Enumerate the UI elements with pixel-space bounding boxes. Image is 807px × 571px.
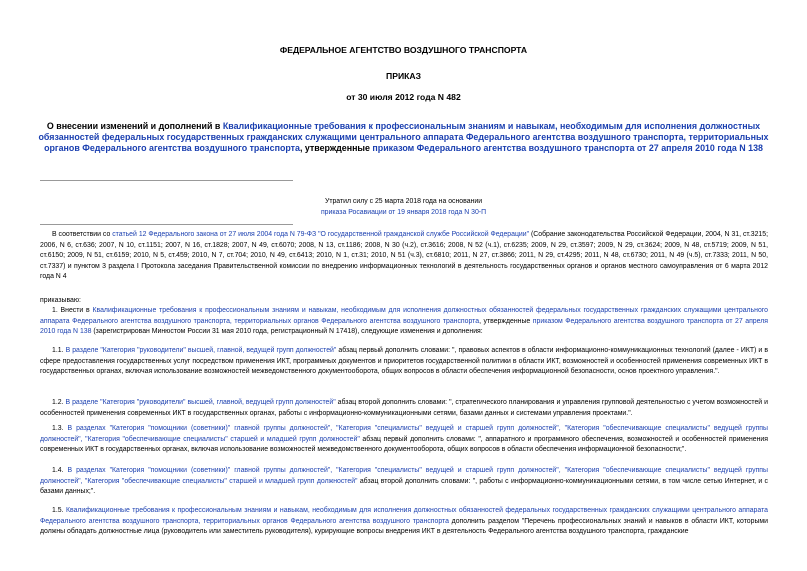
item-1-3-text: абзац первый дополнить словами: ", аппаратного и программного обеспечения, возможностей и особенностей применения современных ИКТ в государственных органах, включая использование возможностей межведомственного документооборота, общих вопросов в области обеспечения информационной безопасности;". — [40, 435, 769, 453]
item-1-3-section-link[interactable]: В разделах "Категория "помощники (советники)" главной группы должностей", "Категория "специалисты" ведущей и старшей групп должностей", "Категория "обеспечивающие специалисты" ведущей группы должностей", "Категория "обеспечивающие специалисты" старшей и младшей групп должностей" — [40, 425, 768, 443]
title-link-requirements[interactable]: Квалификационные требования к профессиональным знаниям и навыкам, необходимым для исполнения должностных обязанностей федеральных государственных гражданских служащими центрального аппарата Федерального агентства воздушного транспорта, территориальных органов Федерального агентства воздушного транспорта — [38, 121, 769, 154]
paragraph-item-1 — [40, 306, 768, 338]
item-1-5-requirements-link[interactable]: Квалификационные требования к профессиональным знаниям и навыкам, необходимым для исполнения должностных обязанностей федеральных государственных гражданских служащими центрального аппарата Федерального агентства воздушного транспорта, территориальных органов Федерального агентства воздушного транспорта — [40, 507, 768, 525]
repeal-note — [160, 197, 647, 218]
divider-bottom — [40, 224, 293, 225]
document-title — [30, 121, 777, 155]
item-1-text-2: , утвержденные — [479, 317, 533, 325]
item-1-2-text: абзац второй дополнить словами: ", стратегического планирования и управления групповой деятельностью с учетом возможностей и особенностей применения современных ИКТ в государственных органах, работы с информационно-коммуникационными сетями, базами данных и системами управления проектами.". — [40, 399, 768, 417]
title-link-order[interactable]: приказом Федерального агентства воздушного транспорта от 27 апреля 2010 года N 138 — [372, 143, 763, 154]
title-middle: , утвержденные — [299, 143, 373, 154]
agency-heading: ФЕДЕРАЛЬНОЕ АГЕНТСТВО ВОЗДУШНОГО ТРАНСПОРТА — [279, 45, 528, 55]
item-1-1-section-link[interactable]: В разделе "Категория "руководители" высшей, главной, ведущей групп должностей" — [65, 347, 337, 354]
item-1-4-section-link[interactable]: В разделах "Категория "помощники (советники)" главной группы должностей", "Категория "специалисты" ведущей и старшей групп должностей", "Категория "обеспечивающие специалисты" ведущей группы должностей", "Категория "обеспечивающие специалисты" старшей и младшей групп должностей" — [40, 467, 768, 485]
paragraph-order: приказываю: — [40, 297, 81, 304]
doc-type-heading: ПРИКАЗ — [386, 71, 421, 81]
title-prefix: О внесении изменений и дополнений в — [46, 121, 223, 131]
date-number-heading: от 30 июля 2012 года N 482 — [346, 92, 461, 102]
item-1-2-num: 1.2. — [52, 399, 66, 406]
item-1-3-num: 1.3. — [52, 425, 68, 432]
preamble-text-2: (Собрание законодательства Российской Федерации, 2004, N 31, ст.3215; 2006, N 6, ст.636; 2007, N 10, ст.1151; 2007, N 16, ст.1828; 2007, N 49, ст.6070; 2008, N 13, ст.1186; 2008, N 30 (ч.2), ст.3616; 2008, N 52 (ч.1), ст.6235; 2009, N 29, ст.3597; 2009, N 29, ст.3624; 2009, N 48, ст.5719; 2009, N 51, ст.6150; 2009, N 51, ст.6159; 2010, N 5, ст.459; 2010, N 7, ст.704; 2010, N 49, ст.6413; 2010, N 1, ст.31; 2010, N 51 (ч.3), ст.6810; 2011, N 27, ст.3866; 2011, N 29, ст.4295; 2011, N 48, ст.6730; 2011, N 49 (ч.5), ст.7333; 2011, N 50, ст.7337) и пунктом 3 раздела I Протокола заседания Правительственной комиссии по внедрению информационных технологий в деятельность государственных органов и органов местного самоуправления от 6 марта 2012 года N 4 — [40, 231, 768, 280]
item-1-5-num: 1.5. — [52, 507, 66, 514]
item-1-1-num: 1.1. — [52, 347, 66, 354]
item-1-5-text: дополнить разделом "Перечень профессиональных знаний и навыков в области ИКТ, которыми должны обладать должностные лица (руководитель или заместитель руководителя), курирующие вопросы внедрения ИКТ в деятельность Федерального агентства воздушного транспорта, гражданские — [40, 517, 768, 535]
paragraph-preamble — [40, 230, 768, 283]
paragraph-item-1-1 — [40, 346, 768, 378]
divider-top — [40, 180, 293, 181]
item-1-4-num: 1.4. — [52, 467, 68, 474]
item-1-order-link[interactable]: приказом Федерального агентства воздушного транспорта от 27 апреля 2010 года N 138 — [40, 317, 768, 335]
preamble-law-link[interactable]: статьей 12 Федерального закона от 27 июля 2004 года N 79-ФЗ "О государственной гражданской службе Российской Федерации" — [112, 231, 530, 238]
repeal-note-link[interactable]: приказа Росавиации от 19 января 2018 года N 30-П — [320, 208, 487, 216]
item-1-requirements-link[interactable]: Квалификационные требования к профессиональным знаниям и навыкам, необходимым для исполнения должностных обязанностей федеральных государственных гражданских служащими центрального аппарата Федерального агентства воздушного транспорта, территориальных органов Федерального агентства воздушного транспорта — [40, 307, 768, 325]
item-1-2-section-link[interactable]: В разделе "Категория "руководители" высшей, главной, ведущей групп должностей" — [65, 399, 336, 406]
preamble-text-1: В соответствии со — [52, 231, 113, 238]
repeal-note-text: Утратил силу с 25 марта 2018 года на основании — [324, 198, 483, 205]
item-1-text-3: (зарегистрирован Минюстом России 31 мая 2010 года, регистрационный N 17418), следующие изменения и дополнения: — [91, 328, 483, 335]
item-1-text-1: 1. Внести в — [52, 307, 93, 314]
item-1-1-text: абзац первый дополнить словами: ", правовых аспектов в области информационно-коммуникационных технологий (далее - ИКТ) и в сфере предоставления государственных услуг посредством применения ИКТ, программных документов и приоритетов государственной политики в области ИКТ, возможностей и особенностей применения современных ИКТ в государственных органах, включая использование возможностей межведомственного документооборота, общих вопросов в области обеспечения информационной безопасности, основ проектного управления.". — [40, 347, 768, 375]
paragraph-item-1-4 — [40, 466, 768, 498]
paragraph-item-1-5 — [40, 506, 768, 538]
paragraph-item-1-3 — [40, 424, 768, 456]
paragraph-item-1-2 — [40, 398, 768, 419]
item-1-4-text: абзац второй дополнить словами: ", работы с информационно-коммуникационными сетями, в том числе сетью Интернет, и с базами данных;". — [40, 477, 769, 495]
